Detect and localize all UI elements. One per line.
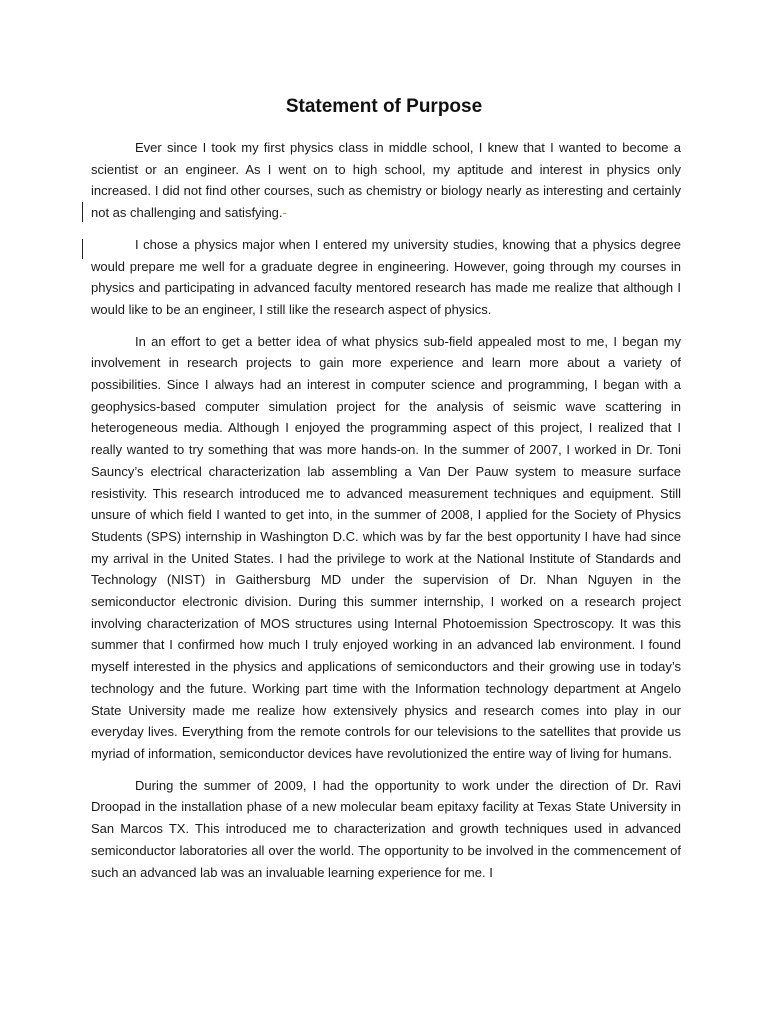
revision-bar — [82, 202, 83, 222]
paragraph — [91, 137, 681, 224]
document-body — [91, 137, 681, 893]
edit-mark: - — [282, 205, 287, 221]
document-title: Statement of Purpose — [285, 96, 483, 117]
paragraph: In an effort to get a better idea of what physics sub-field appealed most to me, I began my involvement in research projects to gain more experience and learn more about a variety of possibilities. Since I always had an interest in computer science and programming, I began with a geophysics-based computer simulation project for the analysis of seismic wave scattering in heterogeneous media. Although I enjoyed the programming aspect of this project, I realized that I really wanted to try something that was more hands-on. In the summer of 2007, I worked in Dr. Toni Sauncy’s electrical characterization lab assembling a Van Der Pauw system to measure surface resistivity. This research introduced me to advanced measurement techniques and equipment. Still unsure of which field I wanted to get into, in the summer of 2008, I applied for the Society of Physics Students (SPS) internship in Washington D.C. which was by far the best opportunity I have had since my arrival in the United States. I had the privilege to work at the National Institute of Standards and Technology (NIST) in Gaithersburg MD under the supervision of Dr. Nhan Nguyen in the semiconductor electronic division. During this summer internship, I worked on a research project involving characterization of MOS structures using Internal Photoemission Spectroscopy. It was this summer that I confirmed how much I truly enjoyed working in an advanced lab environment. I found myself interested in the physics and applications of semiconductors and their growing use in today’s technology and the future. Working part time with the Information technology department at Angelo State University made me realize how extensively physics and research comes into play in our everyday lives. Everything from the remote controls for our televisions to the satellites that provide us myriad of information, semiconductor devices have revolutionized the entire way of living for humans. — [91, 333, 681, 761]
paragraph: During the summer of 2009, I had the opportunity to work under the direction of Dr. Ravi Droopad in the installation phase of a new molecular beam epitaxy facility at Texas State University in San Marcos TX. This introduced me to characterization and growth techniques used in advanced semiconductor laboratories all over the world. The opportunity to be involved in the commencement of such an advanced lab was an invaluable learning experience for me. I — [91, 777, 681, 880]
paragraph-text: Ever since I took my first physics class in middle school, I knew that I wanted to become a scientist or an engineer. As I went on to high school, my aptitude and interest in physics only increased. I did not find other courses, such as chemistry or biology nearly as interesting and certainly not as challenging and satisfying. — [91, 140, 681, 221]
revision-bar — [82, 239, 83, 259]
paragraph: I chose a physics major when I entered my university studies, knowing that a physics degree would prepare me well for a graduate degree in engineering. However, going through my courses in physics and participating in advanced faculty mentored research has made me realize that although I would like to be an engineer, I still like the research aspect of physics. — [91, 236, 681, 317]
